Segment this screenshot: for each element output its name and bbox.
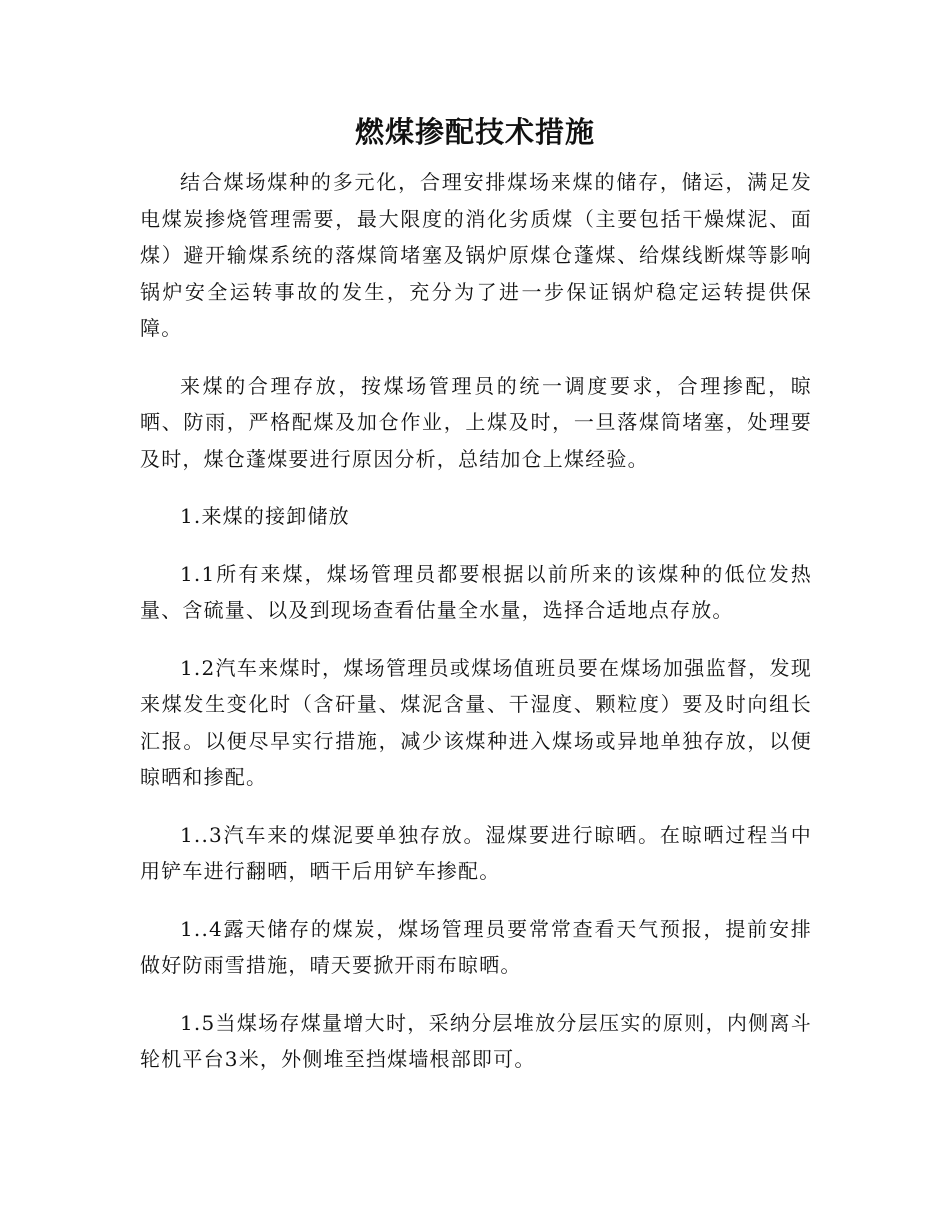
paragraph-1-2: 1.2汽车来煤时，煤场管理员或煤场值班员要在煤场加强监督，发现来煤发生变化时（含矸量、煤泥含量、干湿度、颗粒度）要及时向组长汇报。以便尽早实行措施，减少该煤种进入煤场或异地单独存放，以便晾晒和掺配。: [140, 655, 812, 789]
paragraph-1-5: 1.5当煤场存煤量增大时，采纳分层堆放分层压实的原则，内侧离斗轮机平台3米，外侧堆至挡煤墙根部即可。: [140, 1010, 812, 1071]
paragraph-storage-principles: 来煤的合理存放，按煤场管理员的统一调度要求，合理掺配，晾晒、防雨，严格配煤及加仓作业，上煤及时，一旦落煤筒堵塞，处理要及时，煤仓蓬煤要进行原因分析，总结加仓上煤经验。: [140, 373, 812, 471]
paragraph-1-4: 1..4露天储存的煤炭，煤场管理员要常常查看天气预报，提前安排做好防雨雪措施，晴天要掀开雨布晾晒。: [140, 916, 812, 977]
paragraph-1-1: 1.1所有来煤，煤场管理员都要根据以前所来的该煤种的低位发热量、含硫量、以及到现场查看估量全水量，选择合适地点存放。: [140, 561, 812, 622]
document-body: [140, 164, 812, 1099]
paragraph-intro: 结合煤场煤种的多元化，合理安排煤场来煤的储存，储运，满足发电煤炭掺烧管理需要，最大限度的消化劣质煤（主要包括干燥煤泥、面煤）避开输煤系统的落煤筒堵塞及锅炉原煤仓蓬煤、给煤线断煤等影响锅炉安全运转事故的发生，充分为了进一步保证锅炉稳定运转提供保障。: [140, 170, 812, 340]
paragraph-1-3: 1..3汽车来的煤泥要单独存放。湿煤要进行晾晒。在晾晒过程当中用铲车进行翻晒，晒干后用铲车掺配。: [140, 822, 812, 883]
section-heading-1: 1.来煤的接卸储放: [180, 504, 350, 528]
document-title: 燃煤掺配技术措施: [354, 115, 595, 149]
